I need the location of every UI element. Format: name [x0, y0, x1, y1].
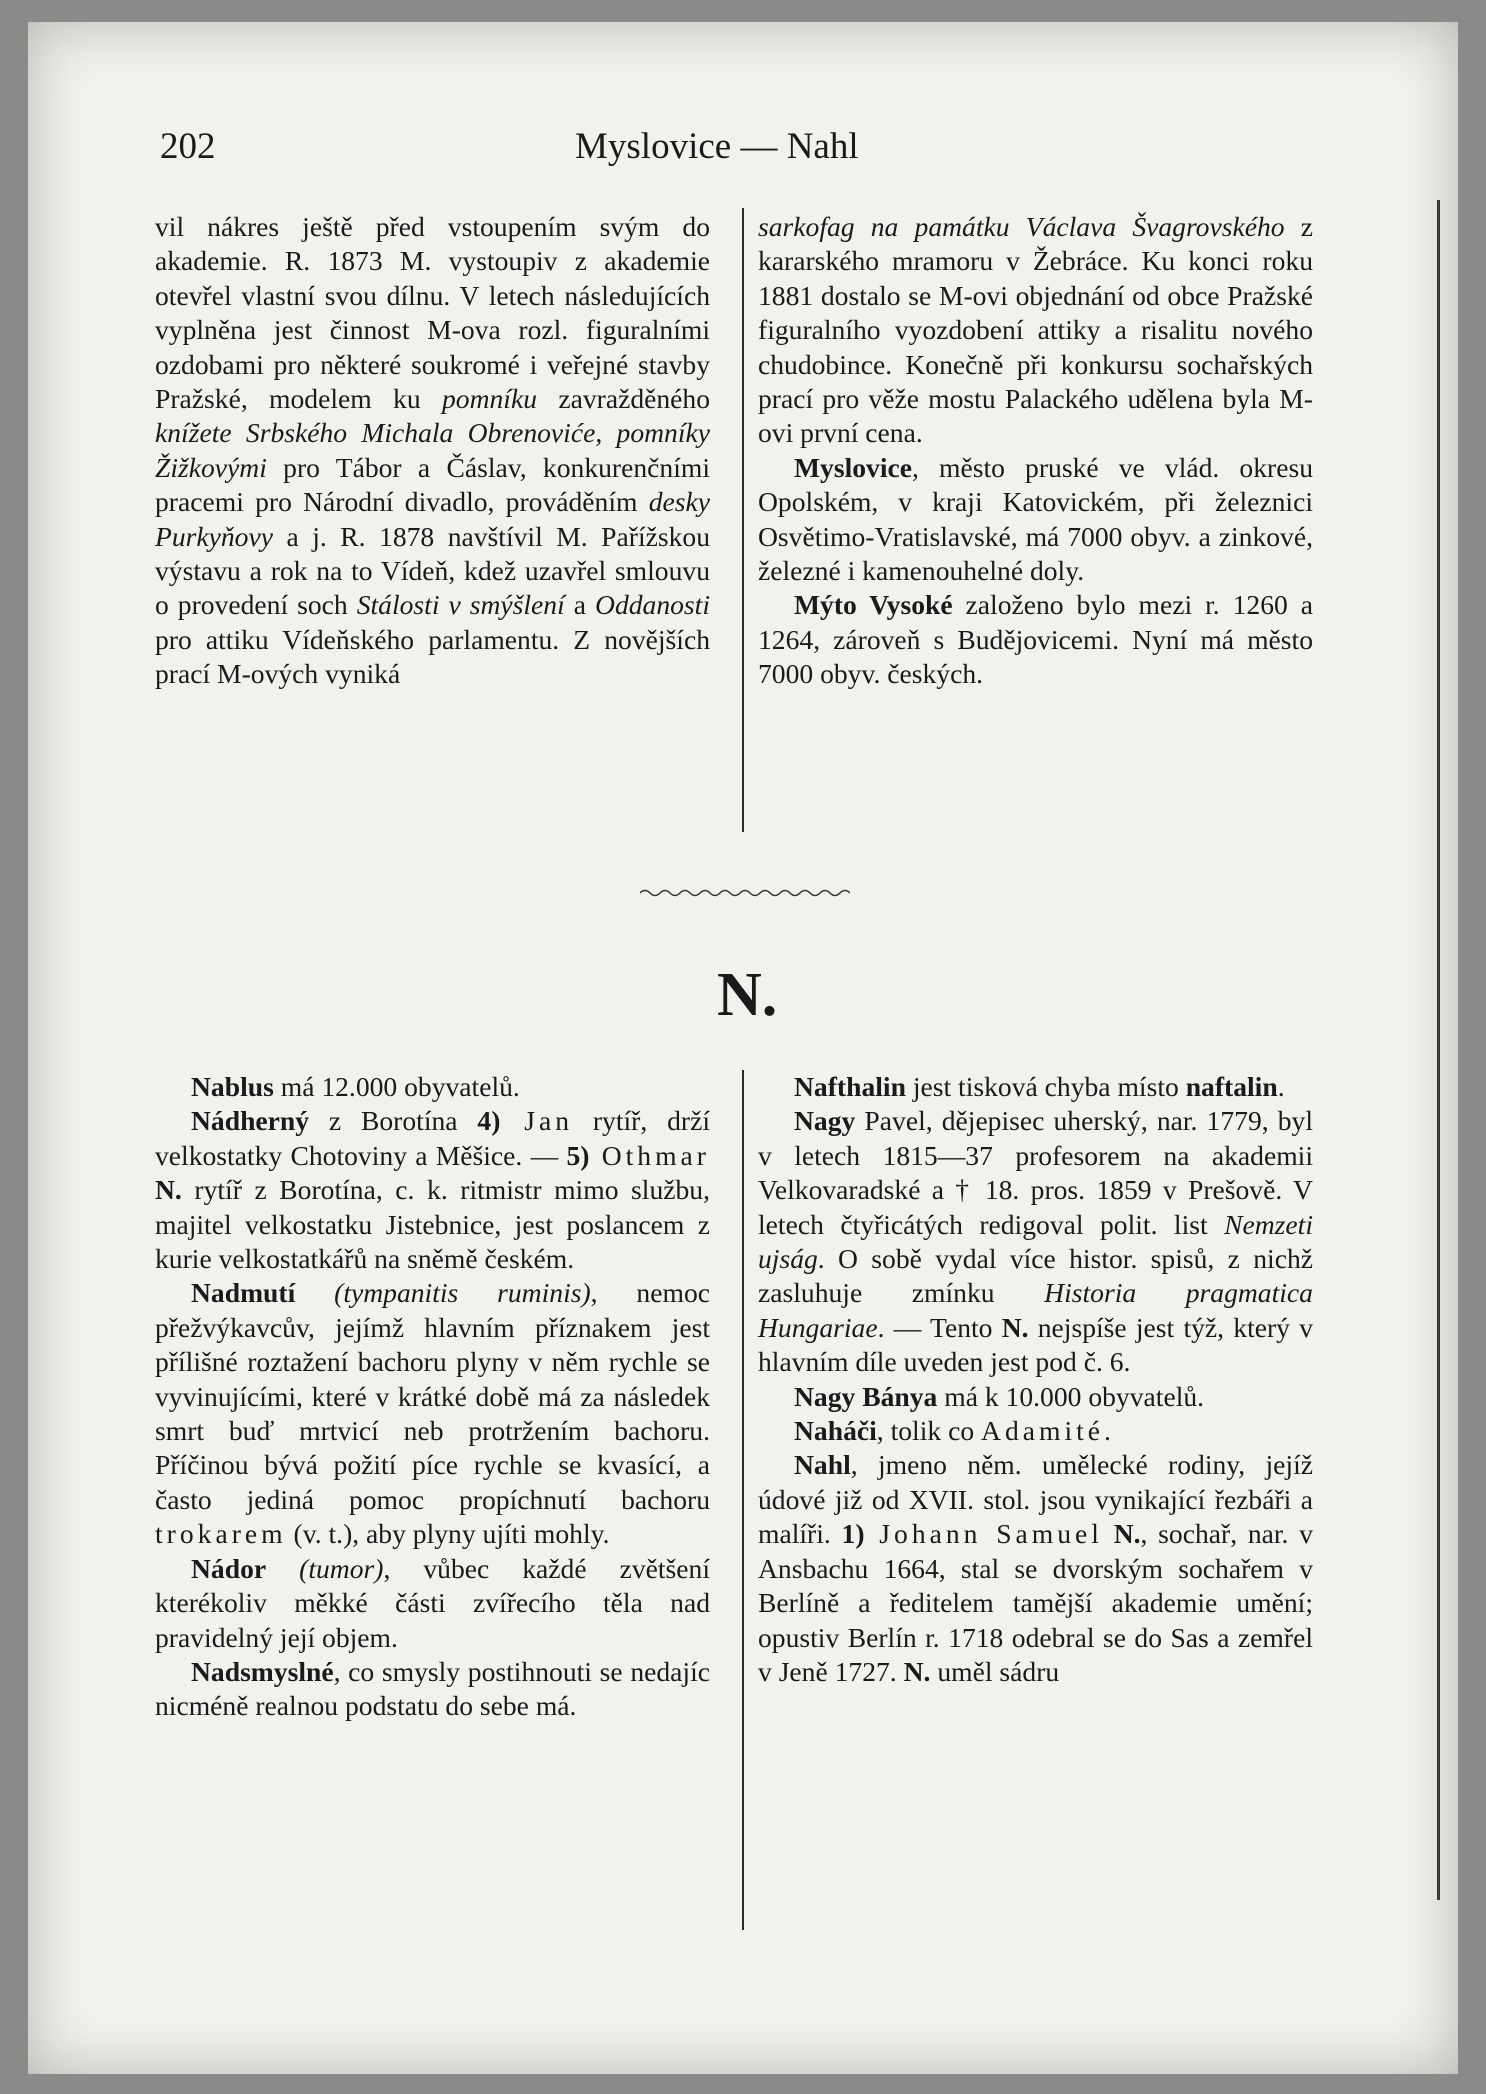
running-head: Myslovice — Nahl [575, 126, 859, 167]
page-edge-line [1437, 200, 1440, 1900]
column-top-left [155, 210, 710, 692]
entry-nadsmyslne: Nadsmyslné, co smysly postihnouti se nedajíc nicméně realnou podstatu do sebe má. [155, 1655, 710, 1722]
page-number: 202 [160, 126, 216, 167]
column-bottom-right [758, 1070, 1313, 1689]
entry-nablus: Nablus má 12.000 obyvatelů. [191, 1071, 520, 1102]
entry-nadmuti: Nadmutí (tympanitis ruminis), nemoc přežvýkavcův, jejímž hlavním příznakem jest přílišné roztažení bachoru plyny v něm rychle se vyvinujícími, které v krátké době má za následek smrt buď mrtvicí neb protržením bachoru. Příčinou bývá požití píce rychle se kvasící, a často jediná pomoc propíchnutí bachoru trokarem (v. t.), aby plyny ujíti mohly. [155, 1277, 710, 1550]
page-header [160, 125, 920, 175]
paragraph: vil nákres ještě před vstoupením svým do akademie. R. 1873 M. vystoupiv z akademie otevřel vlastní svou dílnu. V letech následujících vyplněna jest činnost M-ova rozl. figuralními ozdobami pro některé soukromé i veřejné stavby Pražské, modelem ku pomníku zavražděného knížete Srbského Michala Obrenoviće, pomníky Žižkovými pro Tábor a Čáslav, konkurenčními pracemi pro Národní divadlo, prováděním desky Purkyňovy a j. R. 1878 navštívil M. Pařížskou výstavu a rok na to Vídeň, kdež uzavřel smlouvu o provedení soch Stálosti v smýšlení a Oddanosti pro attiku Vídeňského parlamentu. Z novějších prací M-ových vyniká [155, 211, 711, 690]
column-rule-bottom [742, 1070, 744, 1930]
entry-myslovice: Myslovice, město pruské ve vlád. okresu Opolském, v kraji Katovickém, při železnici Osvětimo-Vratislavské, má 7000 obyv. a zinkové, železné i kamenouhelné doly. [758, 451, 1313, 587]
entry-nafthalin: Nafthalin jest tisková chyba místo naftalin. [794, 1071, 1285, 1102]
entry-nador: Nádor (tumor), vůbec každé zvětšení kterékoliv měkké části zvířecího těla nad pravidelný její objem. [155, 1552, 710, 1653]
ornament-divider [640, 888, 850, 898]
paragraph: sarkofag na památku Václava Švagrovského z kararského mramoru v Žebráce. Ku konci roku 1881 dostalo se M-ovi objednání od obce Pražské figuralního vyozdobení attiky a risalitu nového chudobince. Konečně při konkursu sochařských prací pro věže mostu Palackého udělena byla M-ovi první cena. [758, 211, 1313, 449]
entry-nagy: Nagy Pavel, dějepisec uherský, nar. 1779, byl v letech 1815—37 profesorem na akademii Velkovaradské a † 18. pros. 1859 v Prešově. V letech čtyřicátých redigoval polit. list Nemzeti ujság. O sobě vydal více histor. spisů, z nichž zasluhuje zmínku Historia pragmatica Hungariae. — Tento N. nejspíše jest týž, který v hlavním díle uveden jest pod č. 6. [758, 1105, 1314, 1378]
column-rule-top [742, 208, 744, 832]
column-bottom-left [155, 1070, 710, 1724]
column-top-right [758, 210, 1313, 692]
entry-nadherny: Nádherný z Borotína 4) Jan rytíř, drží velkostatky Chotoviny a Měšice. — 5) Othmar N. rytíř z Borotína, c. k. ritmistr mimo službu, majitel velkostatku Jistebnice, jest poslancem z kurie velkostatkářů na sněmě českém. [155, 1105, 710, 1275]
entry-nahaci: Naháči, tolik co Adamité. [794, 1415, 1111, 1447]
entry-nahl: Nahl, jmeno něm. umělecké rodiny, jejíž údové již od XVII. stol. jsou vynikající řezbáři a malíři. 1) Johann Samuel N., sochař, nar. v Ansbachu 1664, stal se dvorským sochařem v Berlíně a ředitelem tamější akademie umění; opustiv Berlín r. 1718 odebral se do Sas a zemřel v Jeně 1727. N. uměl sádru [758, 1449, 1313, 1687]
entry-nagy-banya: Nagy Bánya má k 10.000 obyvatelů. [794, 1380, 1205, 1412]
section-letter: N. [717, 961, 778, 1029]
entry-myto-vysoke: Mýto Vysoké založeno bylo mezi r. 1260 a 1264, zároveň s Budějovicemi. Nyní má město 7000 obyv. českých. [758, 589, 1313, 690]
